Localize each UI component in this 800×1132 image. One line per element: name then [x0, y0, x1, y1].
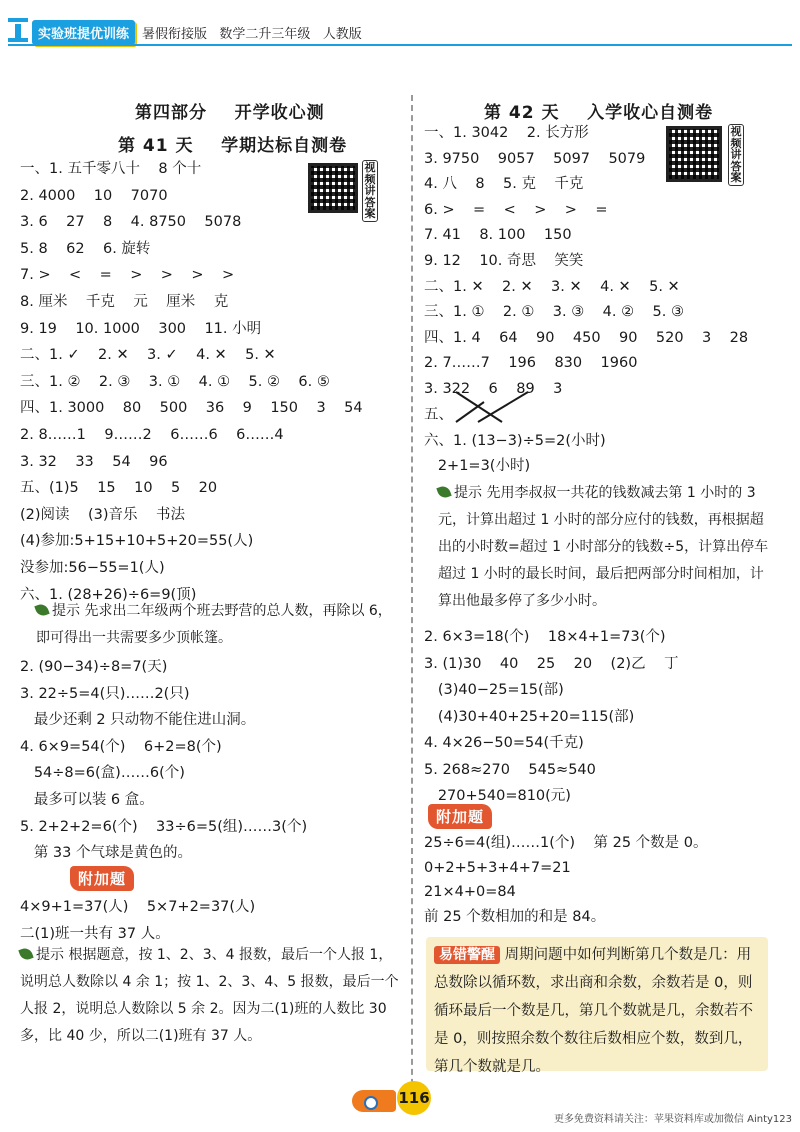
- answer-line: 一、1. 五千零八十 8 个十: [20, 161, 202, 177]
- tip-text: 提示 先用李叔叔一共花的钱数减去第 1 小时的 3 元，计算出超过 1 小时的部分应付的钱数，再根据超出的小时数=超过 1 小时部分的钱数÷5，计算出停车超过 1 小时的最长时间，最后把两部分时间相加，计算出他最多停了多少小时。: [438, 485, 769, 609]
- answer-line: 五、(1)5 15 10 5 20: [20, 480, 218, 497]
- left-answers: [20, 160, 363, 612]
- right-answers-2: [424, 628, 679, 814]
- left-tip-1: [36, 598, 401, 652]
- answer-line: 5. 2+2+2=6(个) 33÷6=5(组)……3(个): [20, 818, 308, 835]
- answer-line: (4)30+40+25+20=115(部): [424, 708, 635, 725]
- answer-line: 2+1=3(小时): [424, 458, 531, 474]
- leaf-icon: [18, 946, 33, 961]
- right-bonus: [424, 834, 708, 932]
- answer-line: 3. 6 27 8 4. 8750 5078: [20, 214, 242, 231]
- answer-line: 9. 19 10. 1000 300 11. 小明: [20, 320, 262, 337]
- right-tip-1: [438, 480, 770, 615]
- answer-line: 六、1. (28+26)÷6=9(顶): [20, 586, 197, 603]
- answer-line: 3. 322 6 89 3: [424, 380, 563, 397]
- qr-label: 视频讲答案: [728, 124, 744, 186]
- answer-line: 7. > < = > > > >: [20, 267, 235, 284]
- answer-line: 2. 8……1 9……2 6……6 6……4: [20, 426, 284, 443]
- answer-line: 五、: [424, 406, 453, 423]
- answer-line: 25÷6=4(组)……1(个) 第 25 个数是 0。: [424, 835, 708, 851]
- answer-line: 7. 41 8. 100 150: [424, 227, 572, 244]
- answer-line: 4×9+1=37(人) 5×7+2=37(人): [20, 899, 256, 915]
- answer-line: 3. 32 33 54 96: [20, 453, 168, 470]
- answer-line: 二(1)班一共有 37 人。: [20, 925, 170, 942]
- left-part-title: 第四部分 开学收心测: [135, 103, 325, 123]
- header-rule: [8, 44, 792, 46]
- warning-tag: 易错警醒: [434, 946, 500, 964]
- answer-line: 第 33 个气球是黄色的。: [20, 845, 192, 862]
- answer-line: 5. 268≈270 545≈540: [424, 761, 596, 778]
- answer-line: 2. (90−34)÷8=7(天): [20, 659, 168, 675]
- tip-text: 提示 根据题意，按 1、2、3、4 报数，最后一个人报 1，说明总人数除以 4 余 1；按 1、2、3、4、5 报数，最后一个人报 2，说明总人数除以 5 余 2。因为二(1)班的人数比 30 多，比 40 少，所以二(1)班有 37 人。: [20, 947, 399, 1044]
- answer-line: 2. 7……7 196 830 1960: [424, 355, 638, 372]
- answer-line: 2. 6×3=18(个) 18×4+1=73(个): [424, 629, 666, 645]
- bonus-badge: 附加题: [70, 866, 134, 891]
- warning-content: [426, 937, 768, 1085]
- leaf-icon: [436, 484, 451, 499]
- header-info: 暑假衔接版 数学二升三年级 人教版: [142, 27, 362, 42]
- answer-line: 2. 4000 10 7070: [20, 187, 168, 204]
- warning-box: [426, 937, 768, 1075]
- page-number: 116: [397, 1081, 431, 1115]
- answer-line: 9. 12 10. 奇思 笑笑: [424, 252, 584, 269]
- tip-text: 提示 先求出二年级两个班去野营的总人数，再除以 6，即可得出一共需要多少顶帐篷。: [36, 603, 392, 646]
- answer-line: 4. 6×9=54(个) 6+2=8(个): [20, 738, 222, 755]
- answer-line: 没参加:56−55=1(人): [20, 559, 165, 576]
- answer-line: 4. 八 8 5. 克 千克: [424, 176, 584, 193]
- brand-label: 实验班提优训练: [32, 20, 135, 45]
- answer-line: 三、1. ② 2. ③ 3. ① 4. ① 5. ② 6. ⑤: [20, 373, 330, 390]
- match-line: [478, 392, 528, 422]
- answer-line: (3)40−25=15(部): [424, 682, 564, 698]
- left-day-title: 第 41 天 学期达标自测卷: [118, 136, 348, 156]
- answer-line: 8. 厘米 千克 元 厘米 克: [20, 293, 229, 310]
- answer-line: 四、1. 3000 80 500 36 9 150 3 54: [20, 400, 363, 417]
- answer-line: 3. 22÷5=4(只)……2(只): [20, 685, 190, 702]
- answer-line: 最少还剩 2 只动物不能住进山洞。: [20, 712, 256, 729]
- answer-line: 0+2+5+3+4+7=21: [424, 859, 571, 876]
- answer-line: 3. 9750 9057 5097 5079: [424, 150, 646, 167]
- matching-lines-diagram: [452, 388, 532, 428]
- answer-line: (4)参加:5+15+10+5+20=55(人): [20, 533, 254, 550]
- left-answers-2: [20, 658, 307, 871]
- right-answers: [424, 124, 748, 431]
- submarine-window-icon: [364, 1096, 378, 1110]
- answer-line: 3. (1)30 40 25 20 (2)乙 丁: [424, 655, 679, 672]
- answer-line: 一、1. 3042 2. 长方形: [424, 125, 589, 141]
- qr-label: 视频讲答案: [362, 160, 378, 222]
- answer-line: 6. > = < > > =: [424, 201, 608, 218]
- footer-note: 更多免费资料请关注：苹果资料库或加微信 Ainty123: [553, 1114, 792, 1125]
- answer-line: 最多可以装 6 盒。: [20, 791, 154, 808]
- column-divider: [411, 95, 413, 1105]
- answer-line: (2)阅读 (3)音乐 书法: [20, 506, 185, 523]
- bonus-badge: 附加题: [428, 804, 492, 829]
- warning-text: 周期问题中如何判断第几个数是几：用总数除以循环数，求出商和余数，余数若是 0，则循环最后一个数是几，第几个数就是几，余数若不是 0，则按照余数个数往后数相应个数，数到几，第几个数就是几。: [434, 947, 753, 1075]
- answer-line: 三、1. ① 2. ① 3. ③ 4. ② 5. ③: [424, 304, 684, 321]
- answer-line: 270+540=810(元): [424, 788, 571, 804]
- logo-icon: [8, 18, 28, 42]
- answer-line: 二、1. ✓ 2. ✕ 3. ✓ 4. ✕ 5. ✕: [20, 347, 276, 364]
- answer-line: 前 25 个数相加的和是 84。: [424, 908, 606, 925]
- answer-line: 六、1. (13−3)÷5=2(小时): [424, 433, 606, 449]
- left-tip-2: [20, 942, 405, 1050]
- right-answers-b: [424, 432, 606, 482]
- answer-line: 21×4+0=84: [424, 884, 516, 900]
- answer-line: 54÷8=6(盒)……6(个): [20, 765, 185, 782]
- right-day-title: 第 42 天 入学收心自测卷: [484, 103, 714, 123]
- answer-line: 二、1. ✕ 2. ✕ 3. ✕ 4. ✕ 5. ✕: [424, 278, 680, 295]
- answer-line: 4. 4×26−50=54(千克): [424, 735, 584, 751]
- leaf-icon: [34, 602, 49, 617]
- answer-line: 5. 8 62 6. 旋转: [20, 240, 151, 257]
- answer-line: 四、1. 4 64 90 450 90 520 3 28: [424, 329, 749, 346]
- match-line: [456, 402, 484, 422]
